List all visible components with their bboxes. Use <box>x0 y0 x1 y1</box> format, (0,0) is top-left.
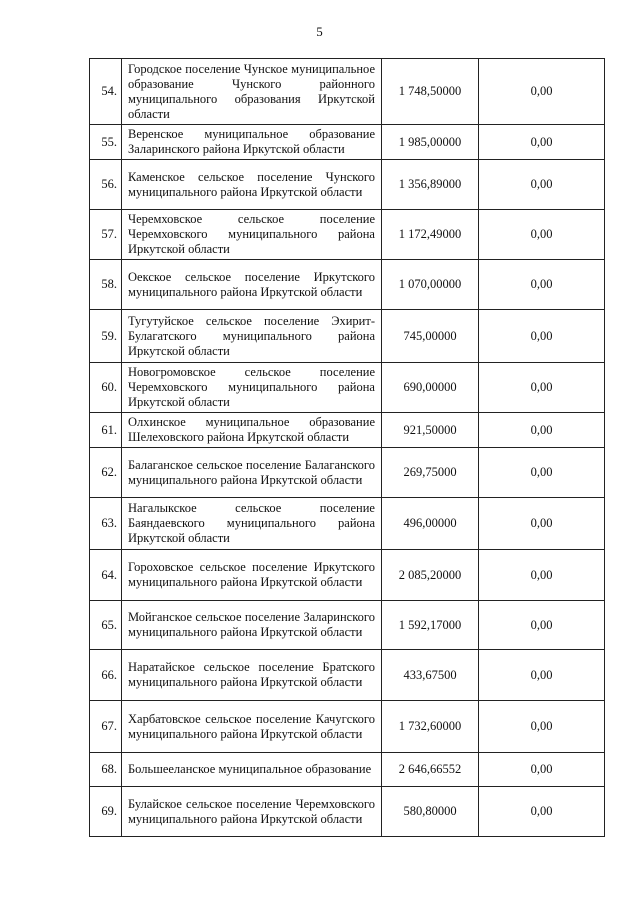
amount-value: 269,75000 <box>382 448 479 498</box>
row-number: 65. <box>90 601 122 650</box>
amount-value: 2 085,20000 <box>382 550 479 601</box>
municipality-name: Нагалыкское сельское поселение Баяндаевского муниципального района Иркутской области <box>122 498 382 550</box>
table-row <box>90 260 605 310</box>
table-row <box>90 650 605 701</box>
row-number: 59. <box>90 310 122 363</box>
secondary-value: 0,00 <box>479 160 605 210</box>
amount-value: 745,00000 <box>382 310 479 363</box>
row-number: 58. <box>90 260 122 310</box>
municipality-name: Мойганское сельское поселение Заларинского муниципального района Иркутской области <box>122 601 382 650</box>
table-row <box>90 701 605 753</box>
secondary-value: 0,00 <box>479 550 605 601</box>
secondary-value: 0,00 <box>479 413 605 448</box>
amount-value: 921,50000 <box>382 413 479 448</box>
row-number: 63. <box>90 498 122 550</box>
row-number: 66. <box>90 650 122 701</box>
municipality-name: Черемховское сельское поселение Черемховского муниципального района Иркутской области <box>122 210 382 260</box>
municipality-name: Веренское муниципальное образование Заларинского района Иркутской области <box>122 125 382 160</box>
table-row <box>90 787 605 837</box>
row-number: 61. <box>90 413 122 448</box>
row-number: 60. <box>90 363 122 413</box>
secondary-value: 0,00 <box>479 753 605 787</box>
table-row <box>90 160 605 210</box>
table-row <box>90 753 605 787</box>
municipality-name: Большееланское муниципальное образование <box>122 753 382 787</box>
row-number: 62. <box>90 448 122 498</box>
municipality-name: Олхинское муниципальное образование Шелеховского района Иркутской области <box>122 413 382 448</box>
table-body <box>90 59 605 837</box>
table-row <box>90 550 605 601</box>
row-number: 56. <box>90 160 122 210</box>
table-row <box>90 310 605 363</box>
amount-value: 690,00000 <box>382 363 479 413</box>
table-row <box>90 59 605 125</box>
amount-value: 1 592,17000 <box>382 601 479 650</box>
table-row <box>90 125 605 160</box>
table-row <box>90 413 605 448</box>
secondary-value: 0,00 <box>479 650 605 701</box>
row-number: 68. <box>90 753 122 787</box>
municipality-name: Тугутуйское сельское поселение Эхирит-Булагатского муниципального района Иркутской области <box>122 310 382 363</box>
amount-value: 1 748,50000 <box>382 59 479 125</box>
table-row <box>90 210 605 260</box>
municipality-name: Городское поселение Чунское муниципальное образование Чунского районного муниципального образования Иркутской области <box>122 59 382 125</box>
row-number: 67. <box>90 701 122 753</box>
amount-value: 1 172,49000 <box>382 210 479 260</box>
row-number: 69. <box>90 787 122 837</box>
row-number: 64. <box>90 550 122 601</box>
municipality-name: Наратайское сельское поселение Братского муниципального района Иркутской области <box>122 650 382 701</box>
amount-value: 2 646,66552 <box>382 753 479 787</box>
municipality-name: Оекское сельское поселение Иркутского муниципального района Иркутской области <box>122 260 382 310</box>
municipality-name: Новогромовское сельское поселение Черемховского муниципального района Иркутской области <box>122 363 382 413</box>
secondary-value: 0,00 <box>479 260 605 310</box>
municipality-name: Булайское сельское поселение Черемховского муниципального района Иркутской области <box>122 787 382 837</box>
amount-value: 580,80000 <box>382 787 479 837</box>
municipality-name: Каменское сельское поселение Чунского муниципального района Иркутской области <box>122 160 382 210</box>
secondary-value: 0,00 <box>479 498 605 550</box>
secondary-value: 0,00 <box>479 363 605 413</box>
table-row <box>90 363 605 413</box>
secondary-value: 0,00 <box>479 210 605 260</box>
page-number: 5 <box>316 24 323 39</box>
municipality-name: Гороховское сельское поселение Иркутского муниципального района Иркутской области <box>122 550 382 601</box>
secondary-value: 0,00 <box>479 310 605 363</box>
row-number: 54. <box>90 59 122 125</box>
secondary-value: 0,00 <box>479 448 605 498</box>
amount-value: 433,67500 <box>382 650 479 701</box>
municipality-name: Балаганское сельское поселение Балаганского муниципального района Иркутской области <box>122 448 382 498</box>
secondary-value: 0,00 <box>479 701 605 753</box>
secondary-value: 0,00 <box>479 787 605 837</box>
secondary-value: 0,00 <box>479 125 605 160</box>
amount-value: 1 070,00000 <box>382 260 479 310</box>
table-row <box>90 601 605 650</box>
municipality-name: Харбатовское сельское поселение Качугского муниципального района Иркутской области <box>122 701 382 753</box>
amount-value: 1 732,60000 <box>382 701 479 753</box>
table-row <box>90 448 605 498</box>
row-number: 57. <box>90 210 122 260</box>
amount-value: 496,00000 <box>382 498 479 550</box>
secondary-value: 0,00 <box>479 601 605 650</box>
row-number: 55. <box>90 125 122 160</box>
amount-value: 1 985,00000 <box>382 125 479 160</box>
amount-value: 1 356,89000 <box>382 160 479 210</box>
table-row <box>90 498 605 550</box>
allocation-table <box>89 58 605 837</box>
secondary-value: 0,00 <box>479 59 605 125</box>
